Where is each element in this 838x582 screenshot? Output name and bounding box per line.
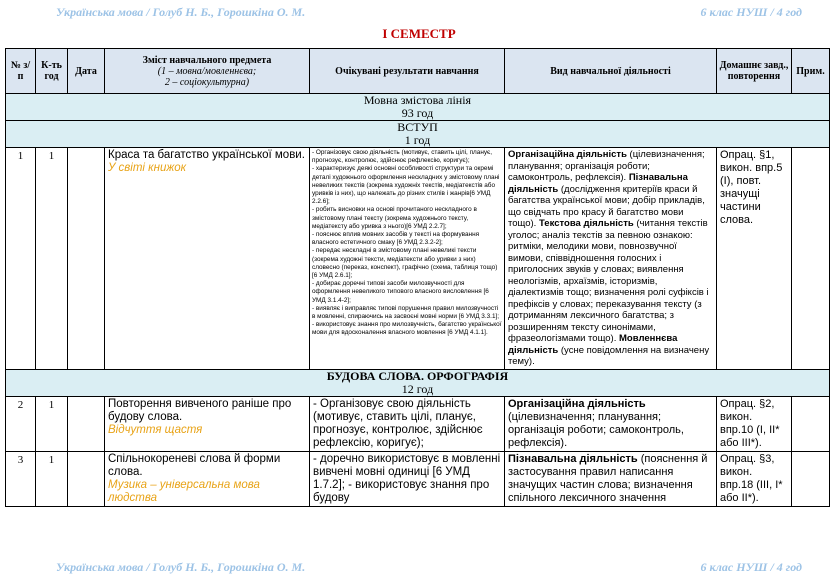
row2-date (68, 396, 105, 451)
row2-note (792, 396, 830, 451)
header-right: 6 клас НУШ / 4 год (700, 5, 802, 19)
row1-result-item: - добирає доречні типові засоби милозвучності для оформлення невеликого типового власного висловлення [6 УМД 3.1.4-2]; (312, 280, 489, 304)
col-content-note2: 2 – соціокультурна) (164, 76, 250, 88)
row1-result-item: - виявляє і виправляє типові порушення правил милозвучності в мовленні, спираючись на засвоєні мовні норми [6 УМД 3.3.1]; (312, 304, 500, 321)
section-intro-title: ВСТУП (397, 120, 438, 134)
col-homework: Домашнє завд., повторення (717, 49, 792, 94)
section-lang-hours: 93 год (401, 106, 434, 120)
row1-results (310, 148, 505, 370)
row3-num: 3 (6, 451, 36, 506)
col-hours: К-ть год (36, 49, 68, 94)
row2-topic-cell (105, 396, 310, 451)
header-left: Українська мова / Голуб Н. Б., Горошкіна О. М. (56, 5, 306, 19)
section-word-title: БУДОВА СЛОВА. ОРФОГРАФІЯ (326, 368, 509, 383)
row1-subtopic: У світі книжок (108, 162, 187, 174)
row2-activity (505, 396, 717, 451)
table-header-row (6, 49, 830, 94)
row3-topic: Спільнокореневі слова й форми слова. (108, 452, 281, 478)
row3-date (68, 451, 105, 506)
semester-title: I СЕМЕСТР (382, 26, 456, 41)
col-content-note1: (1 – мовна/мовленнєва; (157, 65, 257, 77)
col-content (105, 49, 310, 94)
col-num: № з/п (6, 49, 36, 94)
row1-cog-text: (дослідження критеріїв краси й багатства української мови; добір прикладів, що свідчать про красу й багатство мови тощо). (508, 183, 705, 229)
section-word-hours: 12 год (401, 381, 434, 396)
row3-topic-cell (105, 451, 310, 506)
section-row-lang (6, 94, 830, 121)
row1-note (792, 148, 830, 370)
row2-num: 2 (6, 396, 36, 451)
row3-hours: 1 (36, 451, 68, 506)
row3-homework: Опрац. §3, викон. впр.18 (ІІІ, І* або ІІ*). (717, 451, 792, 506)
row1-result-item: - характеризує деякі основні особливості структури та окремі деталі художнього оформлення нескладних у змістовому плані невеликих текстів (зокрема художніх текстів, медіатекстів або уривків із них), що належать до різних стилів і жанрів[6 УМД 2.2.6]; (312, 165, 500, 206)
row3-activity (505, 451, 717, 506)
row1-date (68, 148, 105, 370)
row2-homework: Опрац. §2, викон. впр.10 (І, ІІ* або ІІІ*). (717, 396, 792, 451)
row2-activity-text: (цілевизначення; планування; організація роботи; самоконтроль, рефлексія). (508, 410, 684, 449)
row1-speech-label: Мовленнєва діяльність (508, 333, 678, 356)
row3-results: - доречно використовує в мовленні вивчені мовні одиниці [6 УМД 1.7.2]; - використовує знання про будову (310, 451, 505, 506)
row1-result-item: - Організовує свою діяльність (мотивує, ставить цілі, планує, прогнозує, контролює, здійснює рефлексію, коригує); (312, 149, 493, 165)
col-activity: Вид навчальної діяльності (505, 49, 717, 94)
row1-speech-text: (усне повідомлення на визначену тему). (508, 344, 710, 367)
row1-hours: 1 (36, 148, 68, 370)
col-content-title: Зміст навчального предмета (142, 54, 272, 66)
row1-homework: Опрац. §1, викон. впр.5 (І), повт. значущі частини слова. (717, 148, 792, 370)
section-lang-title: Мовна змістова лінія (363, 93, 472, 107)
row1-activity (505, 148, 717, 370)
row3-activity-text: (пояснення й застосування правил написання значущих частин слова; визначення спільного лексичного значення (508, 452, 708, 504)
row1-result-item: - використовує знання про милозвучність, багатство української мови для вдосконалення власного мовлення [6 УМД 4.1.1]. (312, 321, 502, 337)
row1-org-text: (цілевизначення; планування; організація роботи; самоконтроль, рефлексія). (508, 149, 705, 183)
row3-activity-label: Пізнавальна діяльність (508, 452, 638, 465)
row2-hours: 1 (36, 396, 68, 451)
row2-subtopic: Відчуття щастя (108, 423, 203, 436)
section-intro-hours: 1 год (404, 133, 431, 147)
col-date: Дата (68, 49, 105, 94)
row1-result-item: - робить висновки на основі прочитаного нескладного в змістовому плані тексту (зокрема художнього тексту, медіатексту або уривка з нього)[6 УМД 2.2.7]; (312, 206, 477, 230)
row1-result-item: - передає нескладні в змістовому плані невеликі тексти (зокрема художні тексти, медіатексти або уривки з них) словесно (переказ, конспект), графічно (схема, таблиця тощо) [6 УМД 2.6.1]; (312, 247, 498, 280)
row2-topic: Повторення вивченого раніше про будову слова. (108, 397, 292, 423)
footer-right: 6 клас НУШ / 4 год (700, 560, 802, 574)
section-row-intro (6, 121, 830, 148)
row1-cog-label: Пізнавальна діяльність (508, 172, 688, 195)
row1-topic-cell (105, 148, 310, 370)
row2-activity-label: Організаційна діяльність (508, 397, 646, 410)
row3-subtopic: Музика – універсальна мова людства (108, 478, 260, 504)
curriculum-table (5, 48, 830, 507)
row2-results: - Організовує свою діяльність (мотивує, ставить цілі, планує, прогнозує, контролює, здійснює рефлексію, коригує); (310, 396, 505, 451)
row1-topic: Краса та багатство української мови. (108, 149, 305, 161)
row1-text-label: Текстова діяльність (538, 218, 634, 229)
row3-note (792, 451, 830, 506)
row1-org-label: Організаційна діяльність (508, 149, 627, 160)
row1-num: 1 (6, 148, 36, 370)
row1-result-item: - пояснює вплив мовних засобів у тексті на формування власного естетичного смаку [6 УМД 2.3.2-2]; (312, 231, 480, 247)
section-row-word (6, 369, 830, 396)
table-row (6, 396, 830, 451)
table-row (6, 148, 830, 370)
table-row (6, 451, 830, 506)
footer-left: Українська мова / Голуб Н. Б., Горошкіна О. М. (56, 560, 306, 574)
col-results: Очікувані результати навчання (310, 49, 505, 94)
col-note: Прим. (792, 49, 830, 94)
row1-text-text: (читання текстів уголос; аналіз текстів за певною ознакою: ритміки, мелодики мови, повнозвучної вимови, співвідношення голосних і приголосних звуків у словах; виявлення неологізмів, архаїзмів, історизмів, діалектизмів тощо; визначення ролі суфіксів і префіксів у словах; переказування тексту (з дотриманням лексичного багатства; з розширенням тексту синонімами, фразеологізмами тощо). (508, 218, 709, 344)
